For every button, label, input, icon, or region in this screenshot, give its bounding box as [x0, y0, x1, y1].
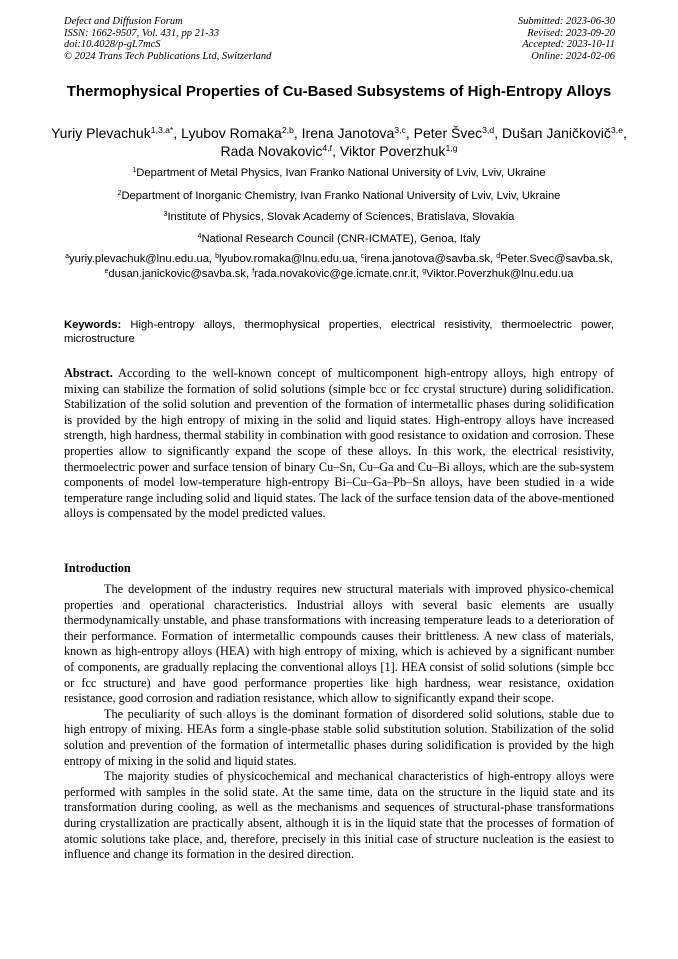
email-address[interactable]: $^g$Viktor.Poverzhuk@lnu.edu.ua	[422, 267, 574, 280]
introduction-body	[64, 582, 614, 863]
author: Peter Švec$^{3,d}$	[413, 125, 495, 141]
doi-line: doi:10.4028/p-gL7mcS	[64, 39, 161, 51]
email-list: $^a$yuriy.plevachuk@lnu.edu.ua, $^b$lyubov.romaka@lnu.edu.ua, $^c$irena.janotova@savba.sk, $^d$Peter.Svec@savba.sk, $^e$dusan.janickovic@savba.sk, $^f$rada.novakovic@ge.icmate.cnr.it, $^g$Viktor.Poverzhuk@lnu.edu.ua	[65, 253, 613, 280]
email-address[interactable]: $^c$irena.janotova@savba.sk	[360, 253, 491, 265]
accepted-date: Accepted: 2023-10-11	[522, 39, 615, 51]
affiliation: $^2$Department of Inorganic Chemistry, Ivan Franko National University of Lviv, Lviv, Ukraine	[117, 190, 561, 202]
abstract-label: Abstract.	[64, 366, 113, 380]
copyright-line: © 2024 Trans Tech Publications Ltd, Switzerland	[64, 50, 272, 62]
revised-date: Revised: 2023-09-20	[527, 27, 615, 39]
issn-line: ISSN: 1662-9507, Vol. 431, pp 21-33	[64, 27, 220, 39]
paragraph: The development of the industry requires new structural materials with improved physico-chemical properties and operational characteristics. Industrial alloys with several basic elements are usually thermodynamically unstable, and phase transformations with increasing temperature leads to a deterioration of their performance. Formation of intermetallic compounds causes their brittleness. A new class of materials, known as high-entropy alloys (HEA) with high entropy of mixing, which is achieved by a significant number of components, are gradually replacing the conventional alloys [1]. HEA consist of solid solutions (simple bcc or fcc structure) and have good performance properties like high hardness, wear resistance, oxidation resistance, good corrosion and radiation resistance, which allow to significantly expand their scope.	[64, 582, 614, 706]
email-address[interactable]: $^f$rada.novakovic@ge.icmate.cnr.it	[252, 267, 416, 280]
submitted-date: Submitted: 2023-06-30	[517, 16, 615, 27]
author: Irena Janotova$^{3,c}$	[301, 125, 406, 141]
email-address[interactable]: $^a$yuriy.plevachuk@lnu.edu.ua	[65, 253, 209, 265]
keywords	[64, 318, 614, 346]
email-address[interactable]: $^b$lyubov.romaka@lnu.edu.ua	[215, 253, 355, 265]
submission-dates	[518, 16, 615, 62]
paragraph: The peculiarity of such alloys is the dominant formation of disordered solid solutions, stable due to high entropy of mixing. HEAs form a single-phase stable solid substitution solution. Stabilization of the solid solution and prevention of the formation of intermetallic phases during solidification is provided by the high entropy of mixing in the solid and liquid states.	[64, 706, 614, 768]
keywords-text: High-entropy alloys, thermophysical properties, electrical resistivity, thermoelectric power, microstructure	[64, 319, 615, 345]
section-heading-introduction: Introduction	[64, 561, 131, 575]
online-date: Online: 2024-02-06	[531, 50, 615, 62]
email-address[interactable]: $^d$Peter.Svec@savba.sk	[496, 253, 610, 265]
abstract-text: According to the well-known concept of multicomponent high-entropy alloys, high entropy of mixing can stabilize the formation of solid solutions (simple bcc or fcc crystal structure) during solidification. Stabilization of the solid solution and prevention of the formation of intermetallic phases during solidification is provided by the high entropy of mixing in the solid and liquid states. High-entropy alloys have increased strength, high hardness, thermal stability in combination with good resistance to oxidation and corrosion. These properties allow to significantly expand the scope of these alloys. In this work, the electrical resistivity, thermoelectric power and surface tension of binary Cu–Sn, Cu–Ga and Cu–Bi alloys, which are the sub-system components of model low-temperature high-entropy Bi–Cu–Ga–Pb–Sn alloys, have been studied in a wide temperature range including solid and liquid states. The lack of the surface tension data of the above-mentioned alloys is compensated by the model predicted values.	[64, 366, 614, 521]
email-address[interactable]: $^e$dusan.janickovic@savba.sk	[104, 267, 246, 280]
affiliation: $^4$National Research Council (CNR-ICMATE), Genoa, Italy	[197, 233, 481, 245]
journal-info	[64, 16, 271, 62]
author: Viktor Poverzhuk$^{1,g}$	[339, 143, 458, 159]
paragraph: The majority studies of physicochemical and mechanical characteristics of high-entropy alloys were performed with samples in the solid state. At the same time, data on the structure in the liquid state and its transformation during cooling, as well as the mechanisms and sequences of structural-phase transformations during crystallization are practically absent, although it is in the liquid state that the processes of formation of atomic solutions take place, and, therefore, precisely in this initial case of structure nucleation is the easiest to influence and change its formation in the desired direction.	[64, 769, 614, 862]
affiliation: $^1$Department of Metal Physics, Ivan Franko National University of Lviv, Lviv, Ukraine	[132, 167, 546, 179]
author-list: Yuriy Plevachuk$^{1,3,a*}$, Lyubov Romaka$^{2,b}$, Irena Janotova$^{3,c}$, Peter Švec$^{3,d}$, Dušan Janičkovič$^{3,e}$, Rada Novakovic$^{4,f}$, Viktor Poverzhuk$^{1,g}$	[51, 125, 627, 159]
abstract	[64, 366, 614, 522]
author: Rada Novakovic$^{4,f}$	[220, 143, 333, 159]
keywords-label: Keywords:	[64, 319, 122, 331]
author: Yuriy Plevachuk$^{1,3,a*}$	[51, 125, 174, 141]
author: Dušan Janičkovič$^{3,e}$	[501, 125, 623, 141]
affiliation: $^3$Institute of Physics, Slovak Academy of Sciences, Bratislava, Slovakia	[163, 211, 515, 223]
paper-title: Thermophysical Properties of Cu-Based Subsystems of High-Entropy Alloys	[66, 83, 612, 100]
author: Lyubov Romaka$^{2,b}$	[181, 125, 294, 141]
journal-name: Defect and Diffusion Forum	[64, 16, 183, 27]
